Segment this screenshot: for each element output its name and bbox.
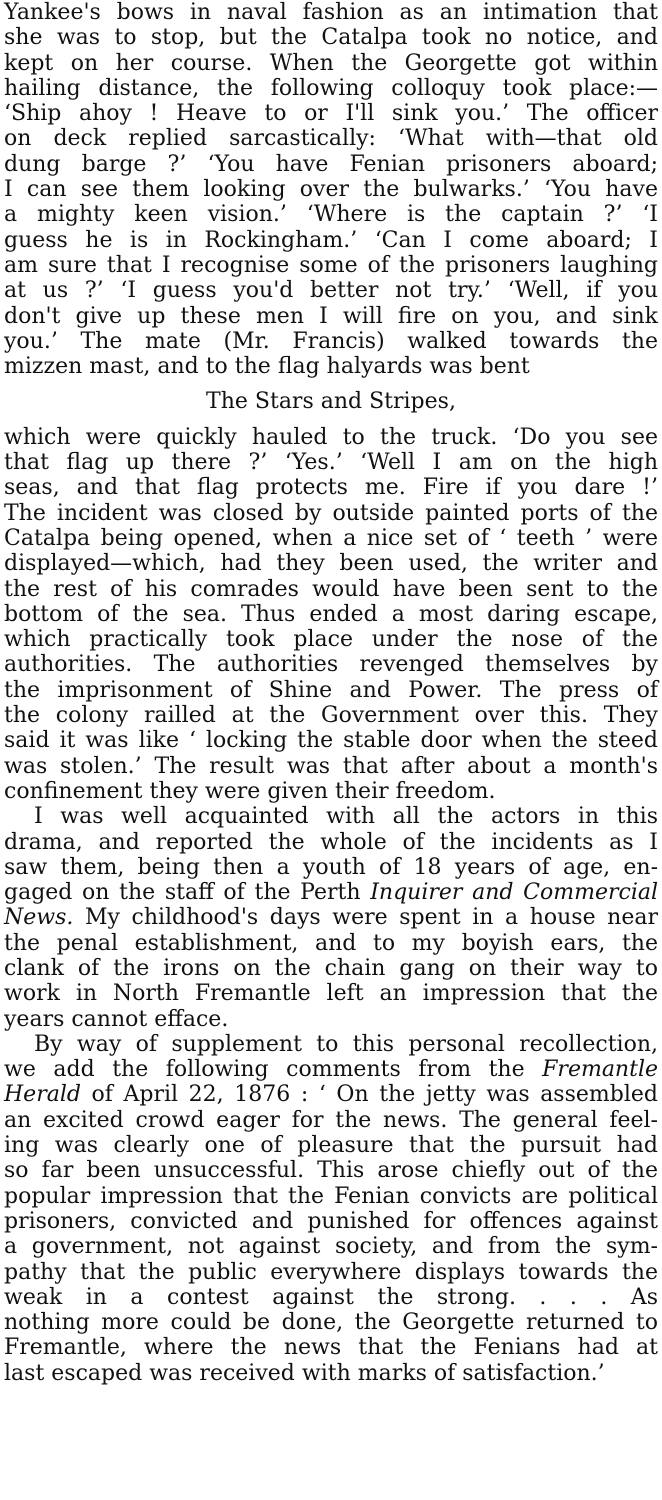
newspaper-title-italic: Herald [4,1082,81,1108]
text-line: years cannot efface. [4,1006,229,1032]
paragraph-3 [4,804,658,1032]
text-line: prisoners, convicted and punished for offences against [4,1208,658,1234]
text-segment: of April 22, 1876 : ‘ On the jetty was assembled [80,1082,658,1108]
text-line: work in North Fremantle left an impression that the [4,981,658,1007]
text-line: mizzen mast, and to the flag halyards was bent [4,354,530,380]
text-line: ‘Ship ahoy ! Heave to or I'll sink you.’ The officer [4,101,658,127]
text-line: I was well acquainted with all the actors in this [34,804,658,830]
text-line: which practically took place under the nose of the [4,627,658,653]
newspaper-title-italic: News. [4,905,74,931]
centered-heading-line: The Stars and Stripes, [206,389,456,415]
paragraph-1 [4,0,658,379]
text-line: an excited crowd eager for the news. The general feel- [4,1107,658,1133]
text-line: am sure that I recognise some of the prisoners laughing [4,252,658,278]
text-segment: gaged on the staff of the Perth [4,880,371,906]
text-line: the imprisonment of Shine and Power. The press of [4,677,658,703]
text-line: she was to stop, but the Catalpa took no notice, and [4,25,658,51]
text-line: I can see them looking over the bulwarks.’ ‘You have [4,177,658,203]
text-line: kept on her course. When the Georgette got within [4,50,658,76]
text-line: saw them, being then a youth of 18 years of age, en- [4,854,658,880]
text-line: last escaped was received with marks of satisfaction.’ [4,1360,605,1386]
text-line: Fremantle, where the news that the Fenians had at [4,1335,658,1361]
text-line: nothing more could be done, the Georgette returned to [4,1310,658,1336]
text-line: Yankee's bows in naval fashion as an intimation that [4,0,658,25]
text-line: weak in a contest against the strong. . . . As [4,1284,658,1310]
text-line: popular impression that the Fenian convicts are political [4,1183,658,1209]
paragraph-2 [4,425,658,804]
text-line: confinement they were given their freedom. [4,778,496,804]
text-line: was stolen.’ The result was that after about a month's [4,753,658,779]
newspaper-title-italic: Inquirer and Commercial [370,880,659,906]
text-line: a mighty keen vision.’ ‘Where is the captain ?’ ‘I [4,202,658,228]
text-line: guess he is in Rockingham.’ ‘Can I come aboard; I [4,227,658,253]
text-line [4,880,658,905]
paragraph-4 [4,1032,658,1386]
text-line: a government, not against society, and from the sym- [4,1234,658,1260]
text-line [4,905,658,930]
newspaper-title-italic: Fremantle [542,1057,658,1083]
text-line: which were quickly hauled to the truck. ‘Do you see [4,424,658,450]
text-line: seas, and that flag protects me. Fire if you dare !’ [4,475,658,501]
text-line: at us ?’ ‘I guess you'd better not try.’ ‘Well, if you [4,278,658,304]
text-line: on deck replied sarcastically: ‘What with—that old [4,126,658,152]
text-line: said it was like ‘ locking the stable door when the steed [4,728,658,754]
text-line [4,1082,658,1107]
text-segment: we add the following comments from the [4,1057,543,1083]
document-page [4,0,658,1386]
text-line: the colony railled at the Government over this. They [4,703,658,729]
text-line: the penal establishment, and to my boyish ears, the [4,930,658,956]
text-line: By way of supplement to this personal recollection, [34,1031,658,1057]
text-line: displayed—which, had they been used, the writer and [4,551,658,577]
text-line: pathy that the public everywhere displays towards the [4,1259,658,1285]
text-line: Catalpa being opened, when a nice set of ‘ teeth ’ were [4,525,658,551]
text-line: The incident was closed by outside painted ports of the [4,500,658,526]
text-segment: My childhood's days were spent in a house near [73,905,658,931]
text-line: you.’ The mate (Mr. Francis) walked towards the [4,328,658,354]
text-line: bottom of the sea. Thus ended a most daring escape, [4,601,658,627]
text-line: dung barge ?’ ‘You have Fenian prisoners aboard; [4,151,658,177]
text-line: hailing distance, the following colloquy took place:— [4,75,658,101]
text-line: don't give up these men I will fire on you, and sink [4,303,658,329]
text-line: drama, and reported the whole of the incidents as I [4,829,658,855]
text-line: so far been unsuccessful. This arose chiefly out of the [4,1158,658,1184]
text-line: that flag up there ?’ ‘Yes.’ ‘Well I am on the high [4,450,658,476]
text-line: ing was clearly one of pleasure that the pursuit had [4,1133,658,1159]
text-line: clank of the irons on the chain gang on their way to [4,955,658,981]
text-line [4,1057,658,1082]
text-line: authorities. The authorities revenged themselves by [4,652,658,678]
text-line: the rest of his comrades would have been sent to the [4,576,658,602]
